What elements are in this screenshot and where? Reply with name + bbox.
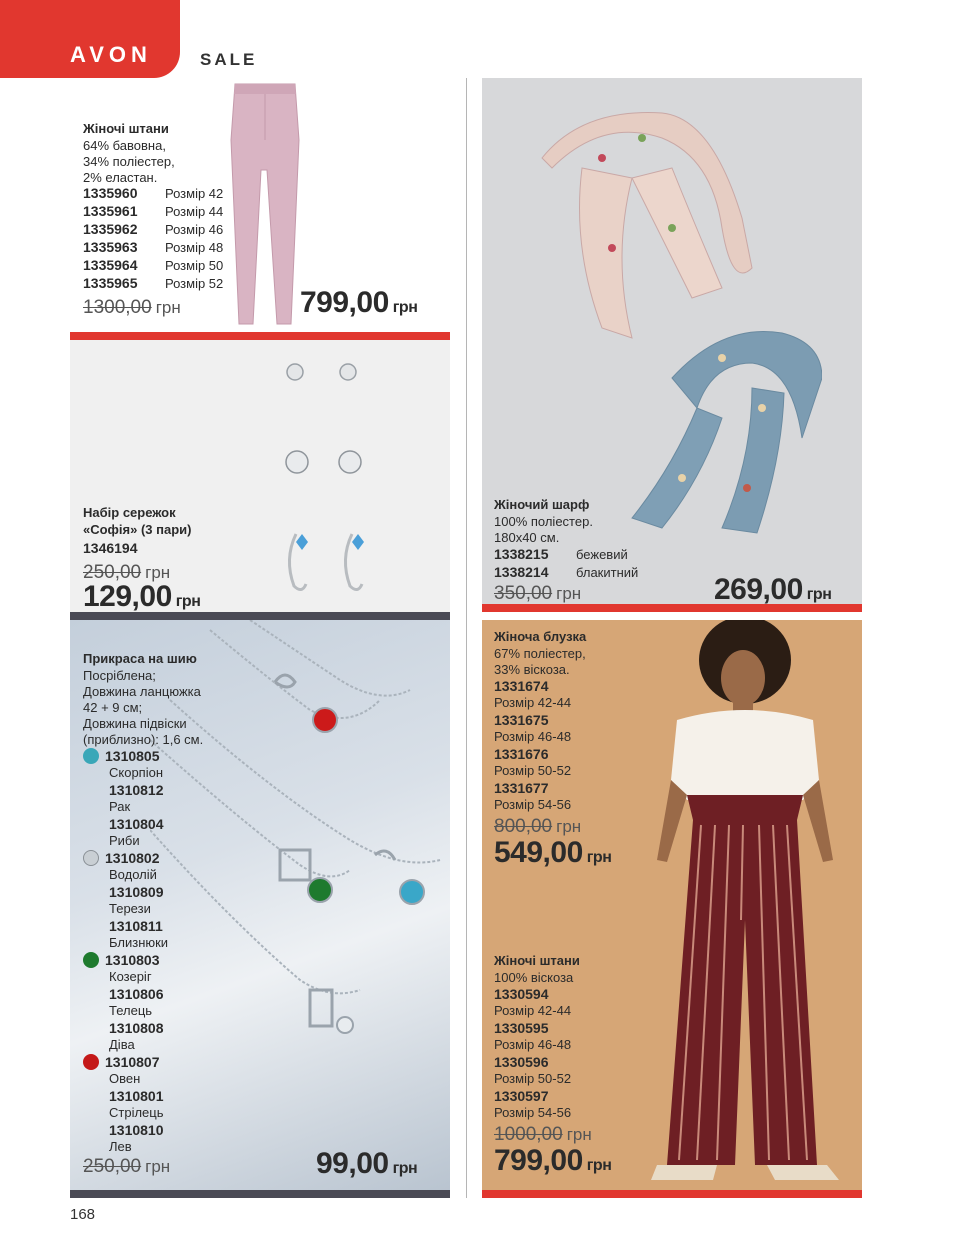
size-label: Розмір 52 <box>165 276 224 291</box>
new-price: 99,00 грн <box>316 1147 418 1180</box>
color-label: бежевий <box>576 547 628 562</box>
gem-crystal-icon <box>83 850 99 866</box>
product-code: 1335961 <box>83 203 138 219</box>
product-code: 1310809 <box>109 883 164 900</box>
old-price: 350,00 грн <box>494 583 582 604</box>
product-code: 1331674 <box>494 678 549 694</box>
product-code: 1330597 <box>494 1088 549 1104</box>
column-divider <box>466 78 467 1198</box>
size-label: Розмір 42 <box>165 186 224 201</box>
size-label: Розмір 44 <box>165 204 224 219</box>
new-price: 549,00 грн <box>494 836 612 869</box>
product-desc-line: Довжина підвіски <box>83 716 187 731</box>
product-desc-line: 67% поліестер, <box>494 646 586 661</box>
size-label: Розмір 42-44 <box>494 695 572 710</box>
product-desc-line: Посріблена; <box>83 668 156 683</box>
product-code: 1310812 <box>109 781 164 798</box>
zodiac-item <box>83 1019 253 1053</box>
brand-logo: AVON <box>70 42 152 67</box>
model-image <box>627 620 862 1190</box>
product-title: Жіноча блузка <box>494 629 587 644</box>
zodiac-item <box>83 1121 253 1155</box>
size-item <box>494 780 634 814</box>
zodiac-sign: Овен <box>109 1071 141 1086</box>
zodiac-sign: Скорпіон <box>109 765 164 780</box>
product-code: 1335963 <box>83 239 138 255</box>
product-code: 1310806 <box>109 985 164 1002</box>
size-label: Розмір 46-48 <box>494 729 572 744</box>
zodiac-sign: Діва <box>109 1037 135 1052</box>
product-code: 1335962 <box>83 221 138 237</box>
size-item <box>494 678 634 712</box>
product-desc-line: 34% поліестер, <box>83 154 175 169</box>
product-code: 1335960 <box>83 185 138 201</box>
gem-turquoise-icon <box>83 748 99 764</box>
scarves-image <box>522 108 822 538</box>
old-price: 1000,00 грн <box>494 1124 592 1145</box>
product-code: 1310803 <box>105 951 160 968</box>
zodiac-list <box>83 747 253 1155</box>
product-code: 1346194 <box>83 540 138 556</box>
product-code: 1310802 <box>105 849 160 866</box>
product-title: Жіночі штани <box>83 121 169 136</box>
zodiac-item <box>83 1087 253 1121</box>
size-row <box>83 185 243 203</box>
size-list <box>494 986 634 1122</box>
gem-ruby-icon <box>83 1054 99 1070</box>
product-desc-line: Довжина ланцюжка <box>83 684 201 699</box>
product-desc-line: 64% бавовна, <box>83 138 166 153</box>
zodiac-item <box>83 985 253 1019</box>
product-desc-line: 33% віскоза. <box>494 662 570 677</box>
product-title: Набір сережок <box>83 505 176 520</box>
size-item <box>494 746 634 780</box>
gem-emerald-icon <box>83 952 99 968</box>
size-list <box>494 678 634 814</box>
size-item <box>494 1088 634 1122</box>
zodiac-sign: Лев <box>109 1139 132 1154</box>
size-row <box>83 239 243 257</box>
zodiac-item <box>83 849 253 883</box>
size-item <box>494 1054 634 1088</box>
product-code: 1331677 <box>494 780 549 796</box>
product-code: 1338214 <box>494 564 549 580</box>
size-row <box>83 275 243 293</box>
size-label: Розмір 54-56 <box>494 1105 572 1120</box>
section-title: SALE <box>200 50 258 69</box>
product-code: 1330595 <box>494 1020 549 1036</box>
product-code: 1310811 <box>109 917 163 934</box>
zodiac-sign: Близнюки <box>109 935 169 950</box>
color-list <box>494 546 694 582</box>
zodiac-sign: Рак <box>109 799 131 814</box>
size-item <box>494 1020 634 1054</box>
zodiac-sign: Телець <box>109 1003 153 1018</box>
new-price: 799,00 грн <box>300 286 418 319</box>
product-scarf-panel <box>482 78 862 612</box>
old-price: 800,00 грн <box>494 816 582 837</box>
product-desc-line: 100% поліестер. <box>494 514 593 529</box>
new-price: 799,00 грн <box>494 1144 612 1177</box>
size-label: Розмір 46 <box>165 222 224 237</box>
size-label: Розмір 50-52 <box>494 763 572 778</box>
product-code: 1310805 <box>105 747 160 764</box>
size-item <box>494 712 634 746</box>
product-code: 1331675 <box>494 712 549 728</box>
old-price: 250,00 грн <box>83 1156 171 1177</box>
zodiac-item <box>83 951 253 985</box>
zodiac-sign: Водолій <box>109 867 157 882</box>
product-code: 1330594 <box>494 986 549 1002</box>
product-desc-line: 180х40 см. <box>494 530 560 545</box>
page-number: 168 <box>70 1206 96 1223</box>
size-row <box>83 257 243 275</box>
product-desc-line: 100% віскоза <box>494 970 574 985</box>
product-necklace-panel <box>70 620 450 1198</box>
product-code: 1338215 <box>494 546 549 562</box>
color-row <box>494 546 694 564</box>
product-code: 1310801 <box>109 1087 164 1104</box>
product-blouse-panel <box>482 620 862 1198</box>
earrings-image <box>270 350 380 610</box>
product-code: 1310808 <box>109 1019 164 1036</box>
size-row <box>83 203 243 221</box>
old-price: 1300,00 грн <box>83 297 181 318</box>
zodiac-item <box>83 747 253 781</box>
product-code: 1310807 <box>105 1053 160 1070</box>
size-list <box>83 185 243 293</box>
zodiac-sign: Терези <box>109 901 151 916</box>
product-code: 1335964 <box>83 257 138 273</box>
zodiac-sign: Риби <box>109 833 140 848</box>
size-label: Розмір 46-48 <box>494 1037 572 1052</box>
zodiac-item <box>83 883 253 917</box>
new-price: 129,00 грн <box>83 580 201 613</box>
color-row <box>494 564 694 582</box>
size-label: Розмір 50-52 <box>494 1071 572 1086</box>
size-row <box>83 221 243 239</box>
zodiac-item <box>83 1053 253 1087</box>
product-code: 1335965 <box>83 275 138 291</box>
zodiac-sign: Козеріг <box>109 969 152 984</box>
product-code: 1310804 <box>109 815 164 832</box>
zodiac-item <box>83 917 253 951</box>
product-pants-panel <box>70 78 450 332</box>
zodiac-item <box>83 815 253 849</box>
product-code: 1310810 <box>109 1121 164 1138</box>
size-label: Розмір 42-44 <box>494 1003 572 1018</box>
size-label: Розмір 54-56 <box>494 797 572 812</box>
size-item <box>494 986 634 1020</box>
old-price: 250,00 грн <box>83 562 171 583</box>
product-code: 1331676 <box>494 746 549 762</box>
product-desc-line: (приблизно): 1,6 см. <box>83 732 204 747</box>
product-earrings-panel <box>70 332 450 620</box>
size-label: Розмір 50 <box>165 258 224 273</box>
product-title: Жіночі штани <box>494 953 580 968</box>
zodiac-item <box>83 781 253 815</box>
product-title: Прикраса на шию <box>83 651 197 666</box>
product-title: «Софія» (3 пари) <box>83 522 192 537</box>
new-price: 269,00 грн <box>714 573 832 606</box>
color-label: блакитний <box>576 565 639 580</box>
product-title: Жіночий шарф <box>494 497 590 512</box>
product-desc-line: 42 + 9 см; <box>83 700 143 715</box>
zodiac-sign: Стрілець <box>109 1105 164 1120</box>
product-code: 1330596 <box>494 1054 549 1070</box>
size-label: Розмір 48 <box>165 240 224 255</box>
product-desc-line: 2% еластан. <box>83 170 158 185</box>
